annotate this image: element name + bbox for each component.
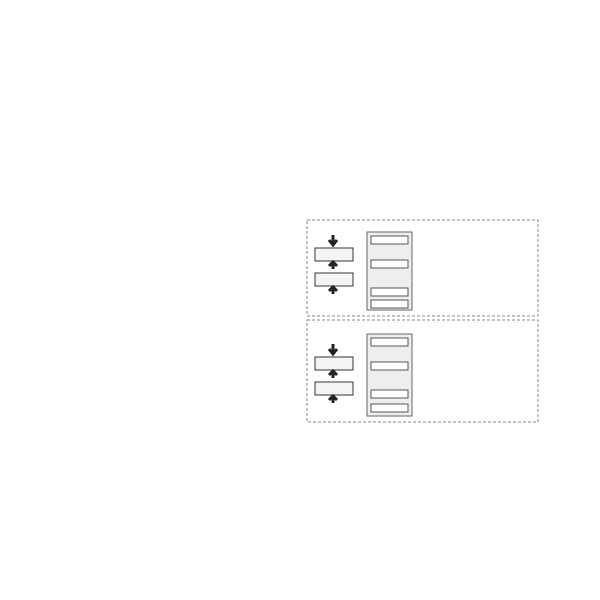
up-arrow-icon	[329, 371, 337, 378]
section-heading	[75, 559, 93, 571]
top-panel-frame	[307, 220, 538, 316]
cross-attn-stack-top	[367, 232, 412, 310]
decoder-box-top	[315, 248, 353, 261]
decoder-box-bottom	[315, 357, 353, 370]
up-arrow-icon	[329, 262, 337, 269]
encoder-box-bottom	[315, 382, 353, 395]
figure-1	[305, 218, 540, 430]
up-arrow-icon	[329, 287, 337, 294]
up-arrow-icon	[329, 235, 337, 245]
bottom-panel-frame	[307, 320, 538, 422]
up-arrow-icon	[329, 396, 337, 403]
encoder-box-top	[315, 273, 353, 286]
cross-attn-stack-bottom	[367, 334, 412, 416]
up-arrow-icon	[329, 344, 337, 354]
